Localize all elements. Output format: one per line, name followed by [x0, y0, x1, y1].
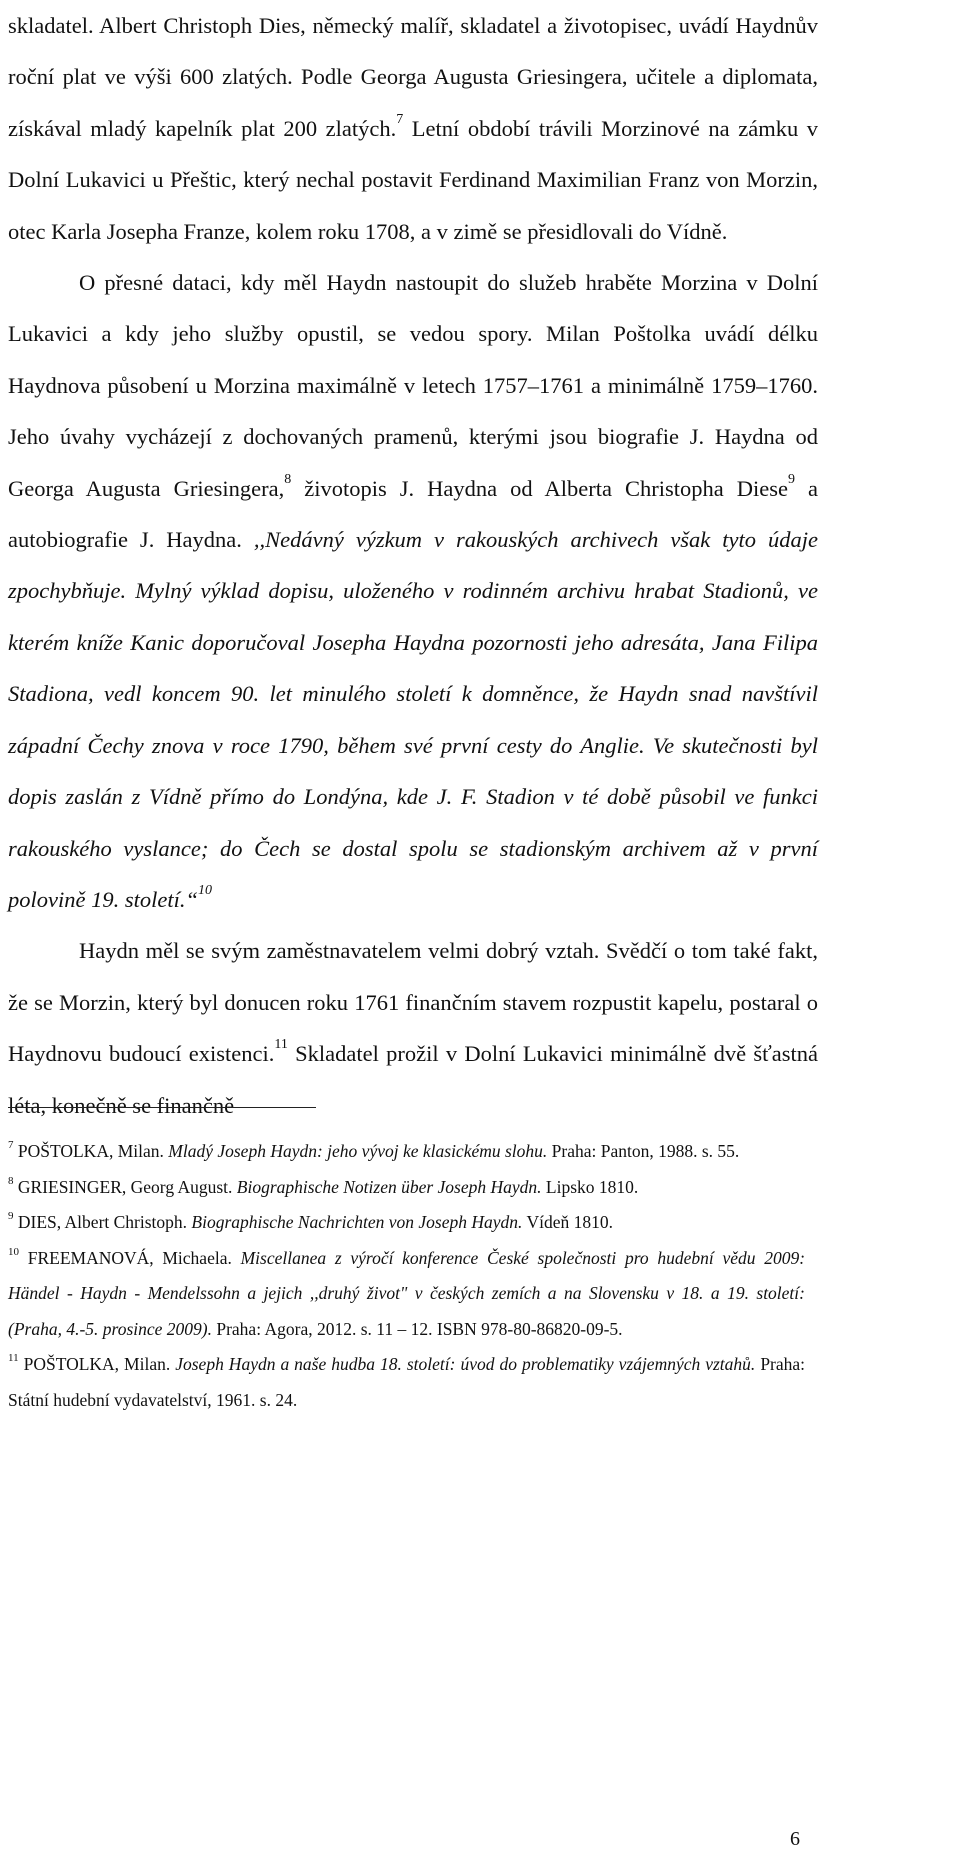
footnote-publisher: Vídeň 1810. — [526, 1212, 613, 1232]
footnote-publisher: Lipsko 1810. — [545, 1176, 639, 1197]
footnote-number: 8 — [8, 1174, 14, 1187]
footnote-publisher: Praha: Panton, 1988. s. 55. — [551, 1141, 740, 1161]
footnote-author: FREEMANOVÁ, Michaela. — [27, 1247, 232, 1268]
page-number: 6 — [790, 1828, 800, 1850]
footnote-8 — [8, 1170, 805, 1206]
footnote-11 — [8, 1347, 805, 1418]
footnote-number: 9 — [8, 1210, 14, 1222]
paragraph-text: skladatel. Albert Christoph Dies, německý malíř, skladatel a životopisec, uvádí Haydnův roční plat ve výši 600 zlatých. Podle Georga Augusta Griesingera, učitele a diplomata, získával mladý kapelník plat 200 zlatých. — [8, 13, 818, 141]
body-text — [8, 0, 818, 1131]
footnotes — [8, 1134, 805, 1418]
paragraph-text: a autobiografie J. Haydna. — [8, 475, 818, 553]
footnote-ref-8[interactable]: 8 — [284, 471, 292, 487]
paragraph-text: Letní období trávili Morzinové na zámku v Dolní Lukavici u Přeštic, který nechal postavit Ferdinand Maximilian Franz von Morzin, otec Karla Josepha Franze, kolem roku 1708, a v zimě se přesidlovali do Vídně. — [8, 115, 818, 244]
footnote-publisher: Praha: Státní hudební vydavatelství, 1961. s. 24. — [8, 1354, 806, 1410]
footnote-author: POŠTOLKA, Milan. — [23, 1354, 171, 1374]
footnote-title: Biographische Notizen über Joseph Haydn. — [236, 1176, 542, 1197]
paragraph-text: životopis J. Haydna od Alberta Christopha Diese — [291, 475, 788, 501]
footnote-ref-9[interactable]: 9 — [787, 471, 795, 487]
footnote-title: Mladý Joseph Haydn: jeho vývoj ke klasickému slohu. — [168, 1141, 548, 1161]
footnote-title: Miscellanea z výročí konference České společnosti pro hudební vědu 2009: Händel - Haydn - Mendelssohn a jejich ,,druhý život" v českých zemích a na Slovensku v 18. a 19. století: (Praha, 4.-5. prosince 2009). — [8, 1247, 806, 1339]
footnote-author: DIES, Albert Christoph. — [17, 1212, 188, 1232]
footnote-number: 7 — [8, 1139, 14, 1151]
footnote-10 — [8, 1241, 805, 1348]
footnote-number: 10 — [8, 1245, 19, 1258]
footnote-publisher: Praha: Agora, 2012. s. 11 – 12. ISBN 978-80-86820-09-5. — [216, 1318, 623, 1339]
footnote-number: 11 — [8, 1352, 19, 1364]
footnote-7 — [8, 1134, 805, 1170]
footnote-9 — [8, 1205, 805, 1241]
paragraph-3 — [8, 925, 818, 1131]
paragraph-text: Skladatel prožil v Dolní Lukavici minimálně dvě šťastná léta, konečně se finančně — [8, 1041, 818, 1118]
quotation: ,,Nedávný výzkum v rakouských archivech však tyto údaje zpochybňuje. Mylný výklad dopisu, uloženého v rodinném archivu hrabat Stadionů, ve kterém kníže Kanic doporučoval Josepha Haydna pozornosti jeho adresáta, Jana Filipa Stadiona, vedl koncem 90. let minulého století k domněnce, že Haydn snad navštívil západní Čechy znova v roce 1790, během své první cesty do Anglie. Ve skutečnosti byl dopis zaslán z Vídně přímo do Londýna, kde J. F. Stadion v té době působil ve funkci rakouského vyslance; do Čech se dostal spolu se stadionským archivem až v první polovině 19. století.“ — [8, 527, 818, 912]
footnote-title: Joseph Haydn a naše hudba 18. století: úvod do problematiky vzájemných vztahů. — [175, 1354, 756, 1374]
footnote-divider — [8, 1107, 316, 1108]
footnote-author: GRIESINGER, Georg August. — [17, 1176, 233, 1197]
footnote-author: POŠTOLKA, Milan. — [17, 1141, 164, 1161]
footnote-ref-11[interactable]: 11 — [274, 1037, 288, 1053]
footnote-title: Biographische Nachrichten von Joseph Haydn. — [191, 1212, 523, 1232]
footnote-ref-7[interactable]: 7 — [396, 111, 404, 127]
paragraph-text: O přesné dataci, kdy měl Haydn nastoupit do služeb hraběte Morzina v Dolní Lukavici a kdy jeho služby opustil, se vedou spory. Milan Poštolka uvádí délku Haydnova působení u Morzina maximálně v letech 1757–1761 a minimálně 1759–1760. Jeho úvahy vycházejí z dochovaných pramenů, kterými jsou biografie J. Haydna od Georga Augusta Griesingera, — [8, 270, 818, 501]
paragraph-2 — [8, 257, 818, 925]
paragraph-1 — [8, 0, 818, 257]
footnote-ref-10[interactable]: 10 — [198, 882, 212, 898]
paragraph-text: Haydn měl se svým zaměstnavatelem velmi dobrý vztah. Svědčí o tom také fakt, že se Morzin, který byl donucen roku 1761 finančním stavem rozpustit kapelu, postaral o Haydnovu budoucí existenci. — [8, 938, 818, 1067]
